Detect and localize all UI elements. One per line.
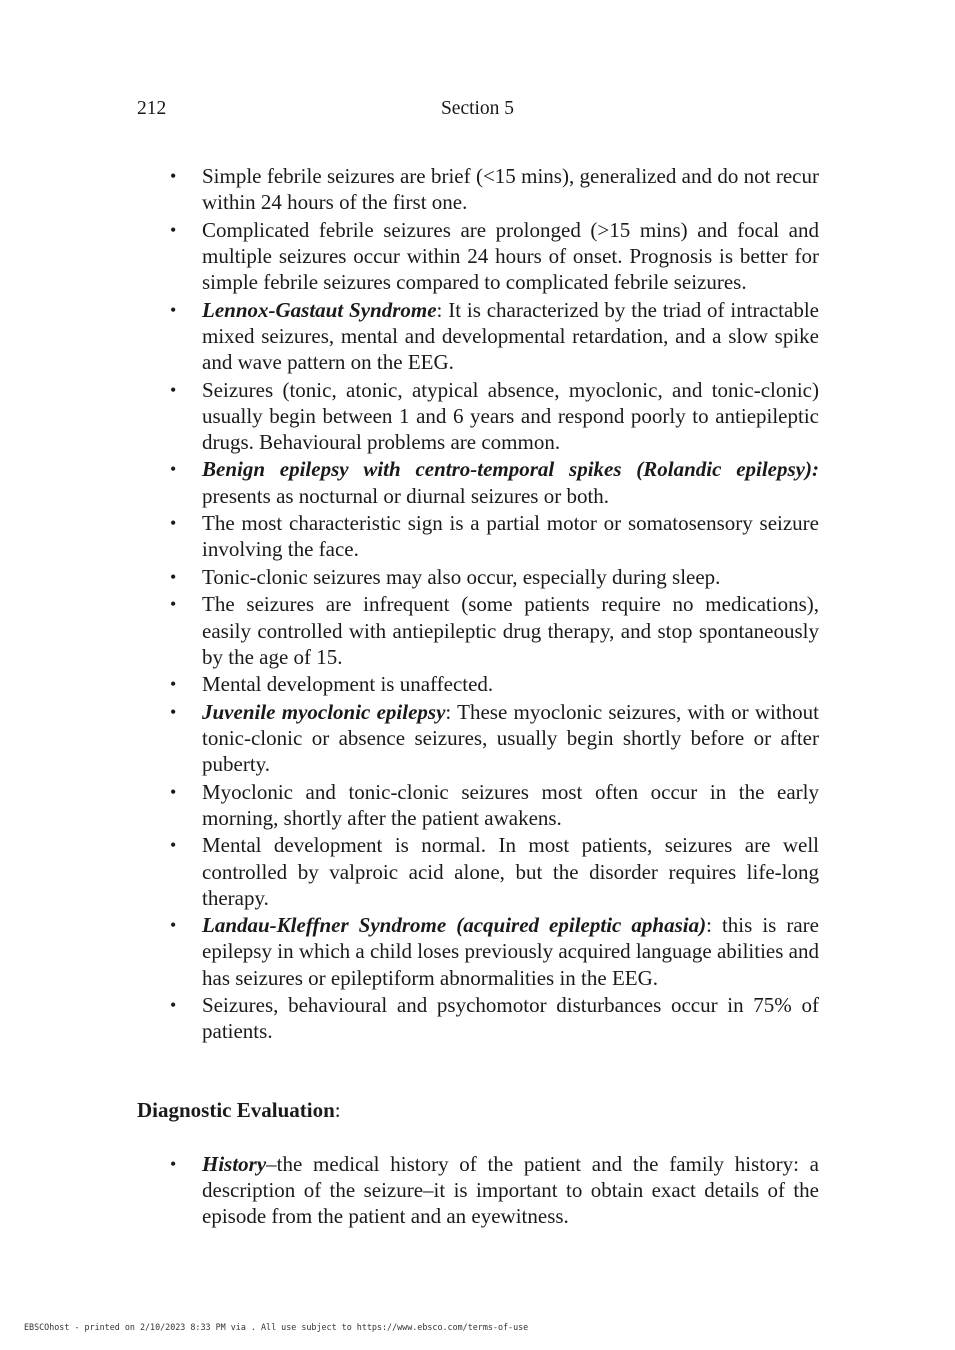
bullet-text: : These myoclonic seizures, with or without tonic-clonic or absence seizures, usually begin shortly before or after puberty. xyxy=(202,699,819,777)
list-item xyxy=(170,992,819,1044)
list-item xyxy=(170,217,819,296)
list-item xyxy=(170,671,819,697)
bullet-text: Simple febrile seizures are brief (<15 mins), generalized and do not recur within 24 hours of the first one. xyxy=(202,164,819,215)
bullet-text: The seizures are infrequent (some patients require no medications), easily controlled with antiepileptic drug therapy, and stop spontaneously by the age of 15. xyxy=(202,592,819,669)
bullet-text: –the medical history of the patient and the family history: a description of the seizure–it is important to obtain exact details of the episode from the patient and an eyewitness. xyxy=(202,1152,819,1229)
list-item xyxy=(170,377,819,456)
bullet-icon: • xyxy=(170,995,177,1016)
bullet-icon: • xyxy=(170,166,177,186)
bullet-term: Juvenile myoclonic epilepsy xyxy=(202,699,446,724)
diagnostic-bullet-list xyxy=(170,1151,819,1231)
list-item xyxy=(170,591,819,670)
bullet-text: Complicated febrile seizures are prolonged (>15 mins) and focal and multiple seizures occur within 24 hours of onset. Prognosis is better for simple febrile seizures compared to complicated febrile seizures. xyxy=(202,217,819,295)
section-heading xyxy=(137,1097,341,1123)
bullet-icon: • xyxy=(170,379,177,400)
list-item xyxy=(170,779,819,831)
bullet-icon: • xyxy=(170,674,177,695)
bullet-text: Tonic-clonic seizures may also occur, especially during sleep. xyxy=(202,564,721,589)
list-item xyxy=(170,510,819,562)
list-item xyxy=(170,456,819,508)
bullet-text: Seizures (tonic, atonic, atypical absence, myoclonic, and tonic-clonic) usually begin between 1 and 6 years and respond poorly to antiepileptic drugs. Behavioural problems are common. xyxy=(202,377,819,454)
bullet-text: The most characteristic sign is a partial motor or somatosensory seizure involving the face. xyxy=(202,511,819,562)
bullet-term: Landau-Kleffner Syndrome (acquired epileptic aphasia) xyxy=(202,913,707,938)
list-item xyxy=(170,699,819,778)
bullet-icon: • xyxy=(170,594,177,615)
list-item xyxy=(170,832,819,911)
section-heading-label: Diagnostic Evaluation xyxy=(137,1098,335,1122)
section-heading-colon: : xyxy=(334,1098,341,1122)
list-item xyxy=(170,564,819,590)
list-item xyxy=(170,1151,819,1230)
bullet-icon: • xyxy=(170,1154,177,1174)
bullet-icon: • xyxy=(170,915,177,936)
list-item xyxy=(170,163,819,215)
bullet-term: Lennox-Gastaut Syndrome xyxy=(202,297,437,322)
bullet-text: Seizures, behavioural and psychomotor disturbances occur in 75% of patients. xyxy=(202,993,819,1044)
bullet-icon: • xyxy=(170,219,177,240)
bullet-icon: • xyxy=(170,459,177,480)
bullet-text: Mental development is normal. In most patients, seizures are well controlled by valproic acid alone, but the disorder requires life-long therapy. xyxy=(202,833,819,910)
bullet-text: presents as nocturnal or diurnal seizures or both. xyxy=(202,483,610,508)
bullet-icon: • xyxy=(170,513,177,534)
page-number: 212 xyxy=(137,98,167,119)
footer-notice: EBSCOhost - printed on 2/10/2023 8:33 PM via . All use subject to https://www.ebsco.com/terms-of-use xyxy=(24,1322,529,1332)
bullet-term: History xyxy=(202,1152,267,1176)
running-head: Section 5 xyxy=(440,98,515,119)
bullet-icon: • xyxy=(170,566,177,587)
bullet-icon: • xyxy=(170,781,177,802)
bullet-icon: • xyxy=(170,299,177,320)
bullet-list xyxy=(170,163,819,1046)
bullet-text: Myoclonic and tonic-clonic seizures most often occur in the early morning, shortly after the patient awakens. xyxy=(202,779,819,830)
bullet-text: Mental development is unaffected. xyxy=(202,672,494,697)
bullet-text: : It is characterized by the triad of intractable mixed seizures, mental and developmental retardation, and a slow spike and wave pattern on the EEG. xyxy=(202,297,819,375)
bullet-text: : this is rare epilepsy in which a child loses previously acquired language abilities and has seizures or epileptiform abnormalities in the EEG. xyxy=(202,913,819,990)
bullet-icon: • xyxy=(170,835,177,856)
list-item xyxy=(170,297,819,376)
bullet-term: Benign epilepsy with centro-temporal spikes (Rolandic epilepsy): xyxy=(202,457,819,482)
list-item xyxy=(170,912,819,991)
bullet-icon: • xyxy=(170,701,177,722)
